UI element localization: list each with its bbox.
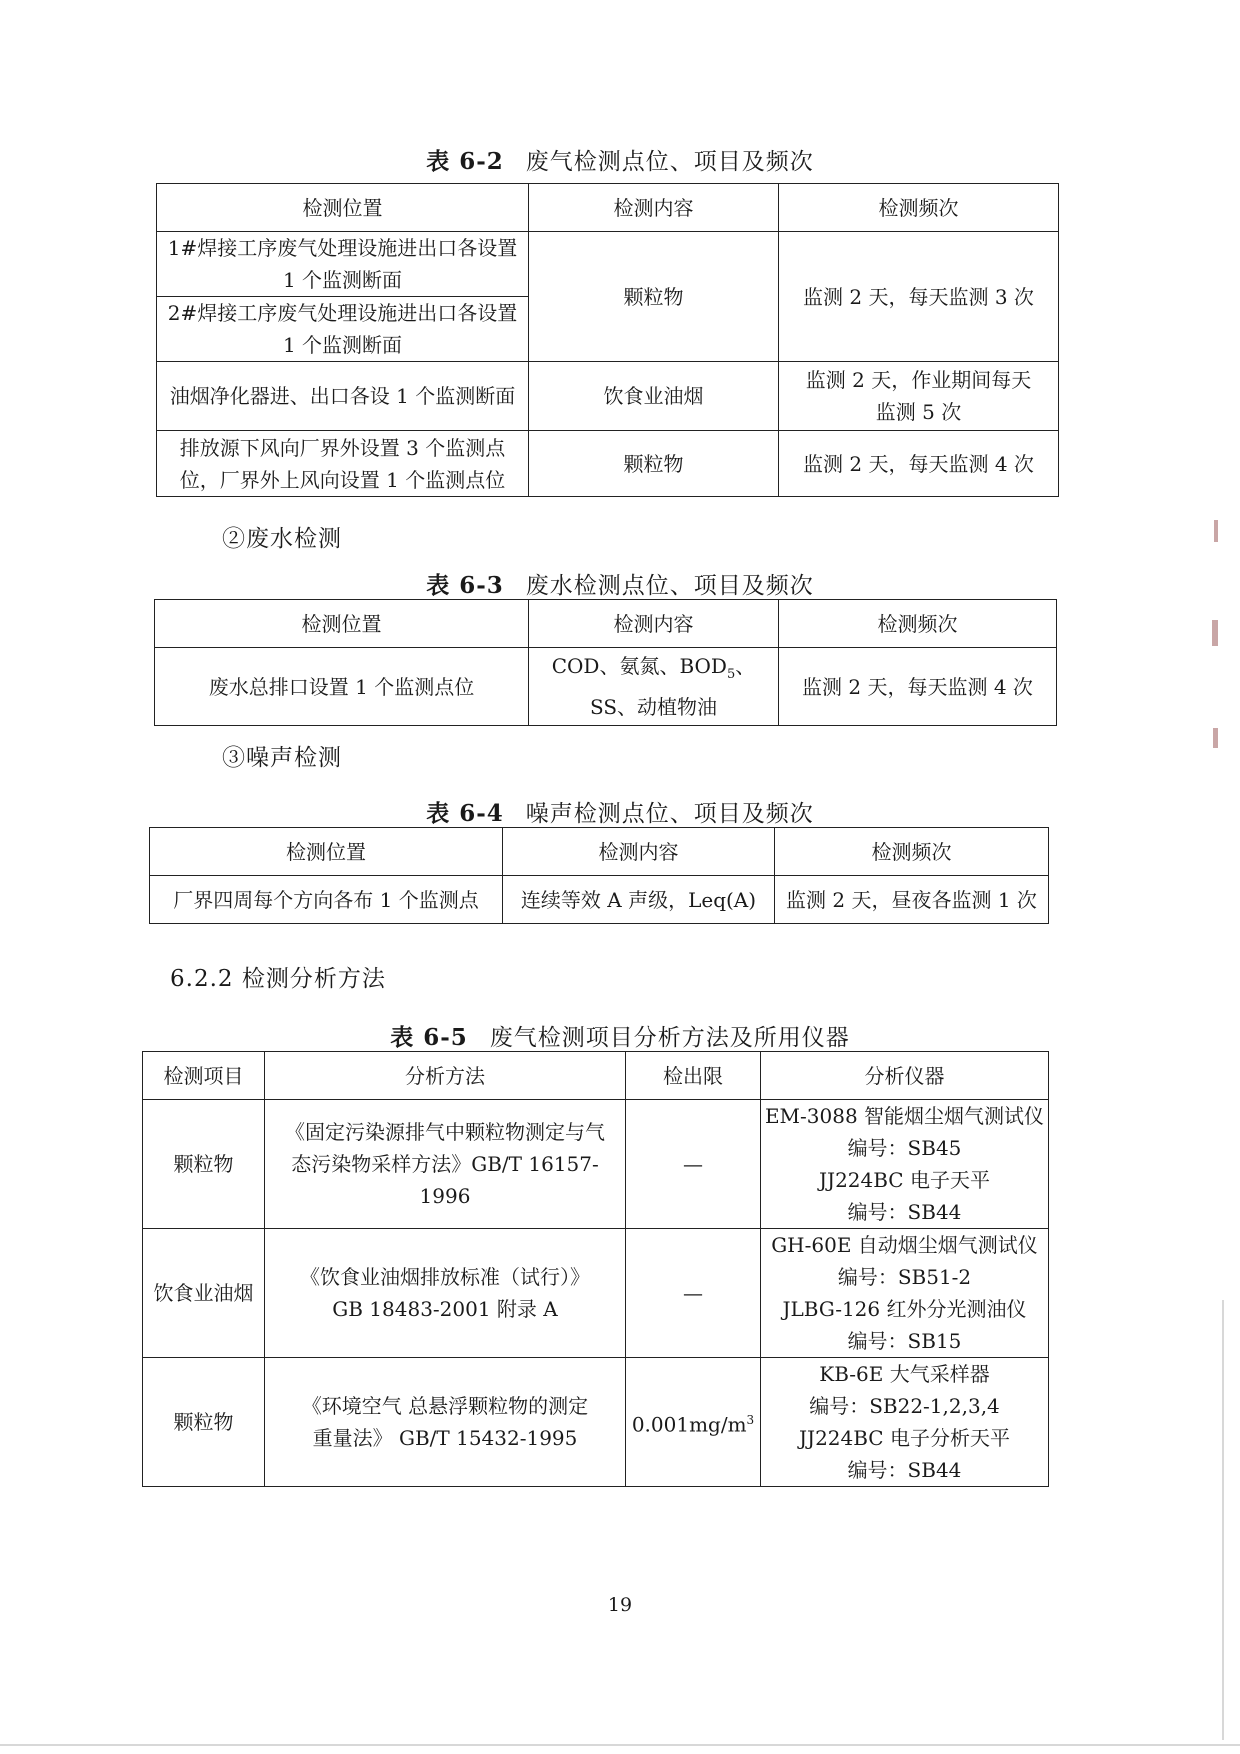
table-cell-content: 颗粒物 — [529, 232, 779, 362]
table-cell-content: 饮食业油烟 — [529, 362, 779, 431]
scan-edge-mark — [0, 1744, 1240, 1746]
table-6-5-caption — [0, 1019, 1240, 1052]
table-cell-location: 1#焊接工序废气处理设施进出口各设置 1 个监测断面 — [157, 232, 529, 297]
scan-edge-mark — [1213, 728, 1218, 748]
table-cell-item: 颗粒物 — [143, 1100, 265, 1229]
table-6-4-title: 噪声检测点位、项目及频次 — [525, 801, 814, 827]
table-cell-content: 颗粒物 — [529, 431, 779, 497]
table-header-cell: 检出限 — [626, 1052, 761, 1100]
table-cell-instrument: GH-60E 自动烟尘烟气测试仪 编号：SB51-2 JLBG-126 红外分光测油仪 编号：SB15 — [761, 1229, 1049, 1358]
table-header-cell: 分析方法 — [265, 1052, 626, 1100]
table-cell-frequency: 监测 2 天，每天监测 3 次 — [779, 232, 1059, 362]
table-cell-method: 《固定污染源排气中颗粒物测定与气 态污染物采样方法》GB/T 16157-1996 — [265, 1100, 626, 1229]
table-header-cell: 检测位置 — [157, 184, 529, 232]
page-number: 19 — [607, 1594, 633, 1616]
table-6-2-title: 废气检测点位、项目及频次 — [525, 149, 814, 175]
section-heading-noise: ③噪声检测 — [222, 745, 342, 771]
table-cell-location: 油烟净化器进、出口各设 1 个监测断面 — [157, 362, 529, 431]
table-header-cell: 检测内容 — [529, 600, 779, 648]
table-6-3-title: 废水检测点位、项目及频次 — [525, 573, 814, 599]
table-6-3-caption — [0, 567, 1240, 600]
table-6-4-caption — [0, 795, 1240, 828]
table-6-5-title: 废气检测项目分析方法及所用仪器 — [489, 1025, 850, 1051]
table-6-2-number: 表 6-2 — [426, 148, 504, 175]
scan-edge-mark — [1222, 1300, 1224, 1740]
table-header-cell: 分析仪器 — [761, 1052, 1049, 1100]
table-cell-limit: — — [626, 1229, 761, 1358]
table-cell-location: 废水总排口设置 1 个监测点位 — [155, 648, 529, 726]
table-cell-instrument: KB-6E 大气采样器 编号：SB22-1,2,3,4 JJ224BC 电子分析天平 编号：SB44 — [761, 1358, 1049, 1487]
table-cell-content: COD、氨氮、$BOD_5$、 SS、动植物油 — [529, 648, 779, 726]
table-cell-frequency: 监测 2 天，每天监测 4 次 — [779, 648, 1057, 726]
table-header-cell: 检测项目 — [143, 1052, 265, 1100]
table-6-4 — [149, 827, 1049, 924]
table-cell-frequency: 监测 2 天，每天监测 4 次 — [779, 431, 1059, 497]
table-cell-location: 排放源下风向厂界外设置 3 个监测点 位，厂界外上风向设置 1 个监测点位 — [157, 431, 529, 497]
table-header-cell: 检测内容 — [529, 184, 779, 232]
scan-edge-mark — [1214, 520, 1218, 542]
table-header-cell: 检测内容 — [503, 828, 775, 876]
table-cell-location: 2#焊接工序废气处理设施进出口各设置 1 个监测断面 — [157, 297, 529, 362]
table-6-5 — [142, 1051, 1049, 1487]
table-header-cell: 检测频次 — [779, 184, 1059, 232]
table-6-3 — [154, 599, 1057, 726]
table-cell-frequency: 监测 2 天，昼夜各监测 1 次 — [775, 876, 1049, 924]
table-cell-item: 颗粒物 — [143, 1358, 265, 1487]
table-6-3-number: 表 6-3 — [426, 572, 504, 599]
table-cell-limit: — — [626, 1100, 761, 1229]
table-cell-instrument: EM-3088 智能烟尘烟气测试仪 编号：SB45 JJ224BC 电子天平 编号：SB44 — [761, 1100, 1049, 1229]
table-cell-limit: $0.001mg/m^3$ — [626, 1358, 761, 1487]
table-cell-frequency: 监测 2 天，作业期间每天 监测 5 次 — [779, 362, 1059, 431]
table-header-cell: 检测频次 — [779, 600, 1057, 648]
table-header-cell: 检测位置 — [155, 600, 529, 648]
table-cell-content: 连续等效 A 声级，Leq(A) — [503, 876, 775, 924]
table-6-2 — [156, 183, 1059, 497]
table-6-2-caption — [0, 143, 1240, 176]
table-6-5-number: 表 6-5 — [390, 1024, 468, 1051]
section-heading-6-2-2: 6.2.2 检测分析方法 — [170, 966, 386, 992]
table-cell-location: 厂界四周每个方向各布 1 个监测点 — [150, 876, 503, 924]
table-header-cell: 检测位置 — [150, 828, 503, 876]
table-6-4-number: 表 6-4 — [426, 800, 504, 827]
table-cell-item: 饮食业油烟 — [143, 1229, 265, 1358]
scan-edge-mark — [1212, 620, 1218, 646]
table-cell-method: 《环境空气 总悬浮颗粒物的测定 重量法》 GB/T 15432-1995 — [265, 1358, 626, 1487]
table-cell-method: 《饮食业油烟排放标准（试行）》 GB 18483-2001 附录 A — [265, 1229, 626, 1358]
section-heading-wastewater: ②废水检测 — [222, 526, 342, 552]
table-header-cell: 检测频次 — [775, 828, 1049, 876]
